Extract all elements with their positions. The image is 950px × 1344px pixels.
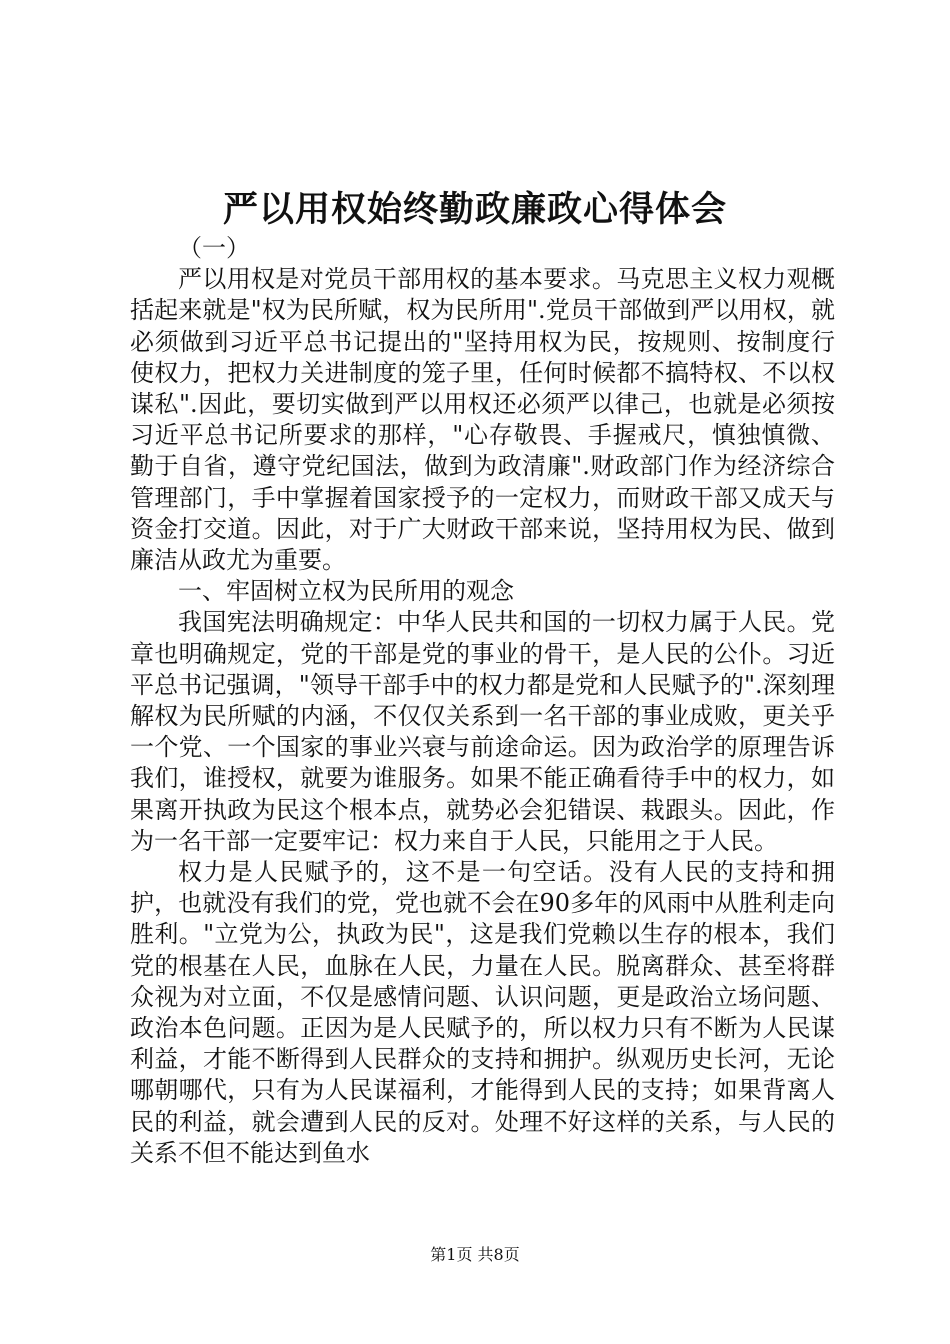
paragraph: 严以用权是对党员干部用权的基本要求。马克思主义权力观概括起来就是"权为民所赋，权为民所用".党员干部做到严以用权，就必须做到习近平总书记提出的"坚持用权为民，按规则、按制度行使权力，把权力关进制度的笼子里，任何时候都不搞特权、不以权谋私".因此，要切实做到严以用权还必须严以律己，也就是必须按习近平总书记所要求的那样，"心存敬畏、手握戒尺，慎独慎微、勤于自省，遵守党纪国法，做到为政清廉".财政部门作为经济综合管理部门，手中掌握着国家授予的一定权力，而财政干部又成天与资金打交道。因此，对于广大财政干部来说，坚持用权为民、做到廉洁从政尤为重要。	[130, 265, 835, 575]
document-body	[130, 233, 835, 1169]
page-footer: 第1页 共8页	[430, 1245, 520, 1264]
paragraph: 权力是人民赋予的，这不是一句空话。没有人民的支持和拥护，也就没有我们的党，党也就不会在90多年的风雨中从胜利走向胜利。"立党为公，执政为民"，这是我们党赖以生存的根本，我们党的根基在人民，血脉在人民，力量在人民。脱离群众、甚至将群众视为对立面，不仅是感情问题、认识问题，更是政治立场问题、政治本色问题。正因为是人民赋予的，所以权力只有不断为人民谋利益，才能不断得到人民群众的支持和拥护。纵观历史长河，无论哪朝哪代，只有为人民谋福利，才能得到人民的支持；如果背离人民的利益，就会遭到人民的反对。处理不好这样的关系，与人民的关系不但不能达到鱼水	[130, 858, 835, 1167]
document-title: 严以用权始终勤政廉政心得体会	[222, 189, 727, 230]
section-marker: （一）	[178, 234, 250, 262]
paragraph: 我国宪法明确规定：中华人民共和国的一切权力属于人民。党章也明确规定，党的干部是党的事业的骨干，是人民的公仆。习近平总书记强调，"领导干部手中的权力都是党和人民赋予的".深刻理解权为民所赋的内涵，不仅仅关系到一名干部的事业成败，更关乎一个党、一个国家的事业兴衰与前途命运。因为政治学的原理告诉我们，谁授权，就要为谁服务。如果不能正确看待手中的权力，如果离开执政为民这个根本点，就势必会犯错误、栽跟头。因此，作为一名干部一定要牢记：权力来自于人民，只能用之于人民。	[130, 608, 835, 855]
section-heading: 一、牢固树立权为民所用的观念	[178, 577, 514, 606]
